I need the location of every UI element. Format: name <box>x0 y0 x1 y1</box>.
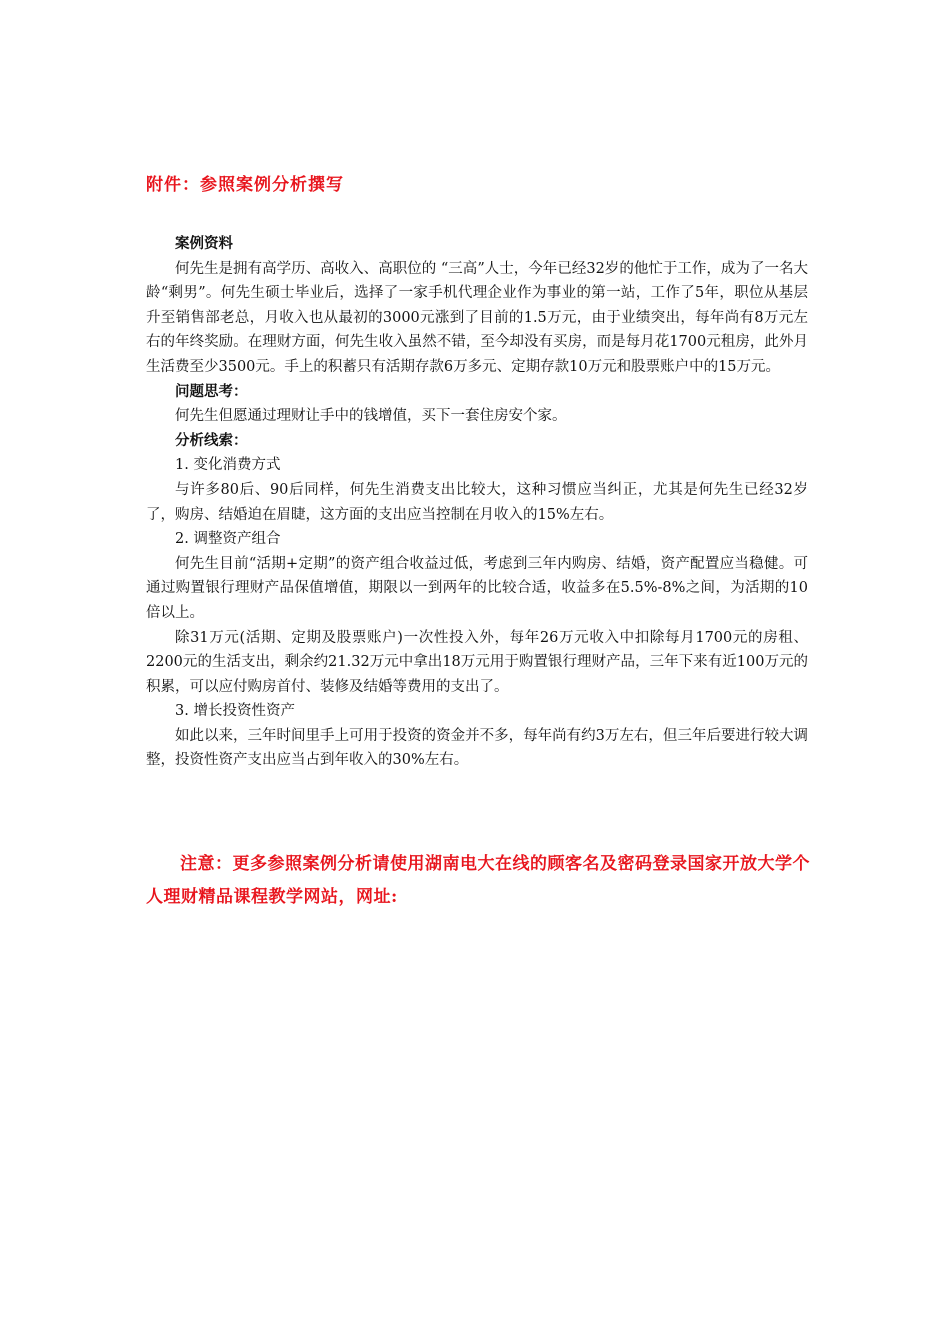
case-content <box>146 232 808 773</box>
question-paragraph: 何先生但愿通过理财让手中的钱增值，买下一套住房安个家。 <box>175 408 567 425</box>
clue-3-paragraph: 如此以来，三年时间里手上可用于投资的资金并不多，每年尚有约3万左右，但三年后要进行较大调整，投资性资产支出应当占到年收入的30%左右。 <box>146 727 808 769</box>
clue-2-paragraph-2: 除31万元(活期、定期及股票账户)一次性投入外，每年26万元收入中扣除每月1700元的房租、2200元的生活支出，剩余约21.32万元中拿出18万元用于购置银行理财产品，三年下来有近100万元的积累，可以应付购房首付、装修及结婚等费用的支出了。 <box>146 629 808 695</box>
notice-text: 注意：更多参照案例分析请使用湖南电大在线的顾客名及密码登录国家开放大学个人理财精品课程教学网站，网址: <box>146 854 810 907</box>
clues-heading: 分析线索： <box>175 431 248 449</box>
clue-1-paragraph: 与许多80后、90后同样，何先生消费支出比较大，这种习惯应当纠正，尤其是何先生已经32岁了，购房、结婚迫在眉睫，这方面的支出应当控制在月收入的15%左右。 <box>146 481 808 523</box>
clue-1-title: 1. 变化消费方式 <box>175 457 281 474</box>
clue-2-paragraph-1: 何先生目前“活期+定期”的资产组合收益过低，考虑到三年内购房、结婚，资产配置应当稳健。可通过购置银行理财产品保值增值，期限以一到两年的比较合适，收益多在5.5%-8%之间，为活期的10倍以上。 <box>146 555 808 621</box>
clue-2-title: 2. 调整资产组合 <box>175 531 281 548</box>
clue-3-title: 3. 增长投资性资产 <box>175 703 295 720</box>
page-title: 附件：参照案例分析撰写 <box>146 175 344 195</box>
case-paragraph: 何先生是拥有高学历、高收入、高职位的 “三高”人士，今年已经32岁的他忙于工作，成为了一名大龄“剩男”。何先生硕士毕业后，选择了一家手机代理企业作为事业的第一站，工作了5年，职位从基层升至销售部老总，月收入也从最初的3000元涨到了目前的1.5万元，由于业绩突出，每年尚有8万元左右的年终奖励。在理财方面，何先生收入虽然不错，至今却没有买房，而是每月花1700元租房，此外月生活费至少3500元。手上的积蓄只有活期存款6万多元、定期存款10万元和股票账户中的15万元。 <box>146 260 808 375</box>
case-heading: 案例资料 <box>175 235 233 252</box>
question-heading: 问题思考： <box>175 382 248 400</box>
